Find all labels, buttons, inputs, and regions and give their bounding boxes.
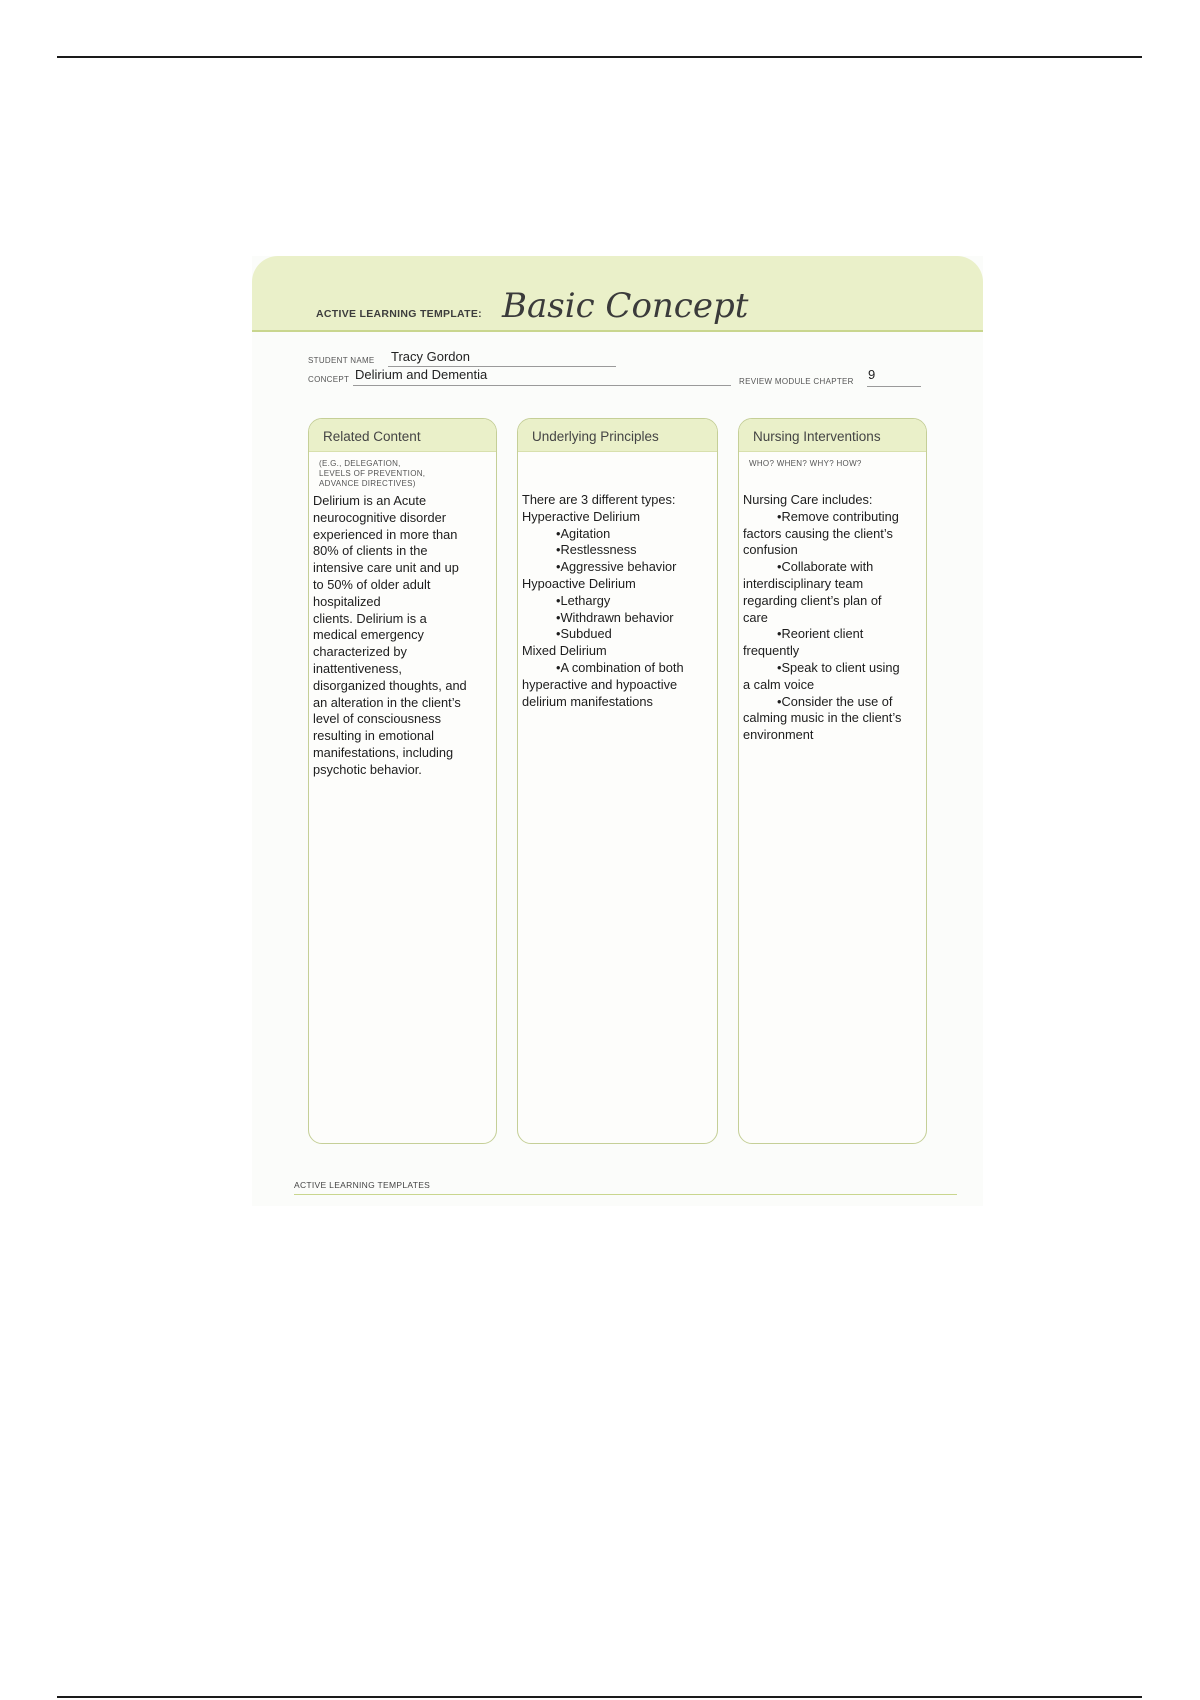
related-content-line: manifestations, including: [313, 744, 454, 760]
related-content-line: disorganized thoughts, and: [313, 677, 467, 693]
related-content-line: level of consciousness: [313, 711, 442, 727]
nursing-interventions-text: [739, 492, 926, 744]
template-header-rule: [252, 330, 983, 332]
related-content-line: psychotic behavior.: [313, 761, 422, 777]
footer-label: ACTIVE LEARNING TEMPLATES: [294, 1180, 431, 1190]
related-content-line: intensive care unit and up: [313, 560, 459, 576]
page-top-rule: [57, 56, 1142, 58]
principles-line: Mixed Delirium: [522, 643, 607, 659]
interventions-line: care: [743, 609, 768, 625]
nursing-interventions-hint-line: WHO? WHEN? WHY? HOW?: [749, 459, 862, 468]
related-content-line: resulting in emotional: [313, 728, 434, 744]
underlying-principles-column: [517, 418, 718, 1144]
interventions-line: •Remove contributing: [777, 508, 899, 524]
principles-line: There are 3 different types:: [522, 492, 676, 507]
template-label: ACTIVE LEARNING TEMPLATE:: [316, 308, 482, 320]
principles-line: hyperactive and hypoactive: [522, 676, 678, 692]
principles-line: •A combination of both: [556, 659, 684, 675]
template-sheet: [252, 256, 983, 1206]
related-content-line: medical emergency: [313, 627, 424, 643]
principles-line: •Withdrawn behavior: [556, 609, 674, 625]
related-content-hint-line: ADVANCE DIRECTIVES): [319, 479, 416, 488]
review-module-line: [867, 386, 921, 387]
related-content-heading: Related Content: [309, 419, 496, 452]
related-content-hint: [319, 459, 496, 489]
interventions-line: a calm voice: [743, 676, 815, 692]
nursing-interventions-heading: Nursing Interventions: [739, 419, 926, 452]
concept-label: CONCEPT: [308, 375, 350, 384]
interventions-line: •Speak to client using: [777, 659, 900, 675]
underlying-principles-heading: Underlying Principles: [518, 419, 717, 452]
review-module-chapter-value: 9: [868, 367, 876, 382]
related-content-hint-line: (E.G., DELEGATION,: [319, 459, 401, 468]
interventions-line: environment: [743, 727, 814, 743]
related-content-line: inattentiveness,: [313, 660, 402, 676]
student-name-label: STUDENT NAME: [308, 356, 375, 365]
principles-line: delirium manifestations: [522, 693, 653, 709]
related-content-hint-line: LEVELS OF PREVENTION,: [319, 469, 426, 478]
page-bottom-rule: [57, 1696, 1142, 1698]
related-content-line: neurocognitive disorder: [313, 509, 447, 525]
principles-line: •Subdued: [556, 626, 612, 642]
related-content-text: [309, 493, 496, 779]
student-name-value: Tracy Gordon: [391, 349, 470, 364]
related-content-line: clients. Delirium is a: [313, 610, 427, 626]
interventions-line: factors causing the client’s: [743, 525, 893, 541]
related-content-line: to 50% of older adult: [313, 576, 431, 592]
review-module-label: REVIEW MODULE CHAPTER: [739, 377, 854, 386]
interventions-line: frequently: [743, 643, 800, 659]
related-content-column: [308, 418, 497, 1144]
principles-line: •Restlessness: [556, 542, 637, 558]
interventions-line: Nursing Care includes:: [743, 492, 873, 507]
principles-line: •Lethargy: [556, 592, 611, 608]
underlying-principles-text: [518, 492, 717, 710]
interventions-line: confusion: [743, 542, 798, 558]
nursing-interventions-hint: [749, 459, 926, 469]
interventions-line: •Reorient client: [777, 626, 864, 642]
principles-line: •Aggressive behavior: [556, 559, 677, 575]
concept-line: [353, 385, 731, 386]
interventions-line: •Consider the use of: [777, 693, 893, 709]
related-content-line: characterized by: [313, 644, 407, 660]
interventions-line: calming music in the client’s: [743, 710, 902, 726]
nursing-interventions-column: [738, 418, 927, 1144]
principles-line: Hyperactive Delirium: [522, 508, 641, 524]
principles-line: •Agitation: [556, 525, 611, 541]
related-content-line: Delirium is an Acute: [313, 493, 427, 508]
principles-line: Hypoactive Delirium: [522, 575, 636, 591]
related-content-line: experienced in more than: [313, 526, 458, 542]
interventions-line: regarding client’s plan of: [743, 592, 882, 608]
concept-value: Delirium and Dementia: [355, 367, 488, 382]
footer-rule: [294, 1194, 957, 1195]
related-content-line: an alteration in the client’s: [313, 694, 461, 710]
template-title: Basic Concept: [502, 286, 749, 326]
related-content-line: 80% of clients in the: [313, 543, 428, 559]
interventions-line: interdisciplinary team: [743, 575, 864, 591]
related-content-line: hospitalized: [313, 593, 381, 609]
interventions-line: •Collaborate with: [777, 559, 874, 575]
